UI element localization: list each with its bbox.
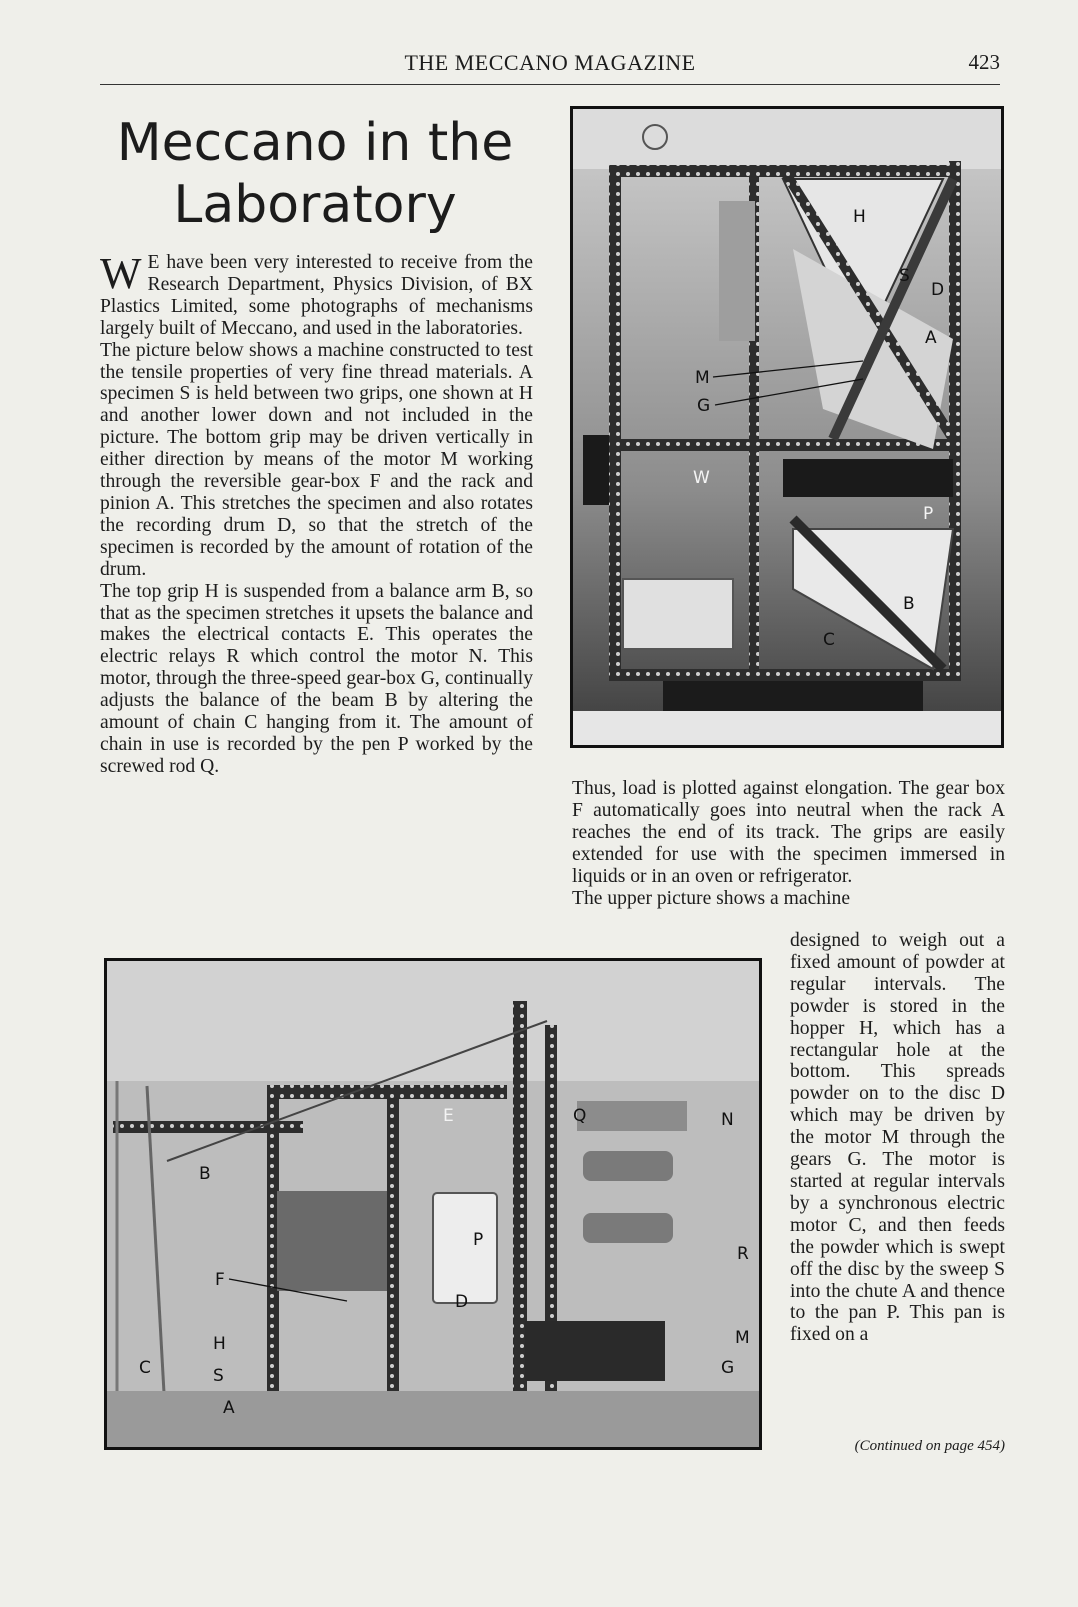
powder-machine-photo — [570, 106, 1004, 748]
right-column — [572, 778, 1005, 909]
label-P: P — [923, 504, 934, 524]
tensile-machine-photo — [104, 958, 762, 1450]
label-P: P — [473, 1230, 484, 1250]
label-H: H — [853, 207, 866, 227]
label-G: G — [697, 396, 711, 416]
magazine-title: THE MECCANO MAGAZINE — [404, 50, 696, 75]
load-elongation-paragraph: Thus, load is plotted against elongation. The gear box F automatically goes into neutral when the rack A reaches the end of its track. The grips are easily extended for use with the specimen immersed in liquids or in an oven or refrigerator. — [572, 778, 1005, 887]
masthead — [100, 48, 1000, 85]
label-S: S — [213, 1366, 224, 1386]
article-title-line2: Laboratory — [173, 175, 457, 235]
drop-cap: W — [100, 249, 142, 298]
label-M: M — [695, 368, 710, 388]
label-W: W — [693, 468, 710, 488]
upper-picture-lead: The upper picture shows a machine — [572, 887, 851, 909]
label-E: E — [443, 1106, 454, 1126]
label-F: F — [215, 1270, 225, 1290]
label-D: D — [455, 1292, 469, 1312]
powder-machine-paragraph: designed to weigh out a fixed amount of powder at regular intervals. The powder is stored in the hopper H, which has a rectangular hole at the bottom. This spreads powder on to the disc D which may be driven by the motor M through the gears G. The motor is started at regular intervals by a synchronous electric motor C, and then feeds the powder which is swept off the disc by the sweep S into the chute A and thence to the pan P. This pan is fixed on a — [790, 930, 1005, 1346]
left-column — [100, 249, 533, 778]
intro-paragraph: W E have been very interested to receive from the Research Department, Physics Division, of BX Plastics Limited, some photographs of mechanisms largely built of Meccano, and used in the laboratories. — [100, 249, 533, 339]
label-A: A — [223, 1398, 235, 1418]
label-G: G — [721, 1358, 735, 1378]
continued-note: (Continued on page 454) — [854, 1438, 1005, 1454]
label-Q: Q — [573, 1106, 587, 1126]
label-B: B — [903, 594, 915, 614]
label-N: N — [721, 1110, 734, 1130]
label-C: C — [823, 630, 835, 650]
label-R: R — [737, 1244, 749, 1264]
powder-machine-illustration — [573, 109, 1001, 745]
label-M: M — [735, 1328, 750, 1348]
page-number: 423 — [968, 50, 1000, 74]
label-H: H — [213, 1334, 226, 1354]
balance-arm-paragraph: The top grip H is suspended from a balance arm B, so that as the specimen stretches it upsets the balance and makes the electrical contacts E. This operates the electric relays R which control the motor N. This motor, through the three-speed gear-box G, continually adjusts the balance of the beam B by altering the amount of chain C hanging from it. The amount of chain in use is recorded by the pen P worked by the screwed rod Q. — [100, 580, 533, 777]
tensile-machine-paragraph: The picture below shows a machine constructed to test the tensile properties of very fine thread materials. A specimen S is held between two grips, one shown at H and another lower down and not included in the picture. The bottom grip may be driven vertically in either direction by means of the motor M working through the reversible gear-box F and the rack and pinion A. This stretches the specimen and also rotates the recording drum D, so that the stretch of the specimen is recorded by the amount of rotation of the drum. — [100, 339, 533, 580]
article-title — [100, 112, 530, 236]
label-S: S — [899, 266, 910, 286]
article-title-line1: Meccano in the — [116, 113, 514, 173]
label-A: A — [925, 328, 937, 348]
label-C: C — [139, 1358, 151, 1378]
tensile-machine-illustration — [107, 961, 759, 1447]
label-B: B — [199, 1164, 211, 1184]
label-D: D — [931, 280, 945, 300]
